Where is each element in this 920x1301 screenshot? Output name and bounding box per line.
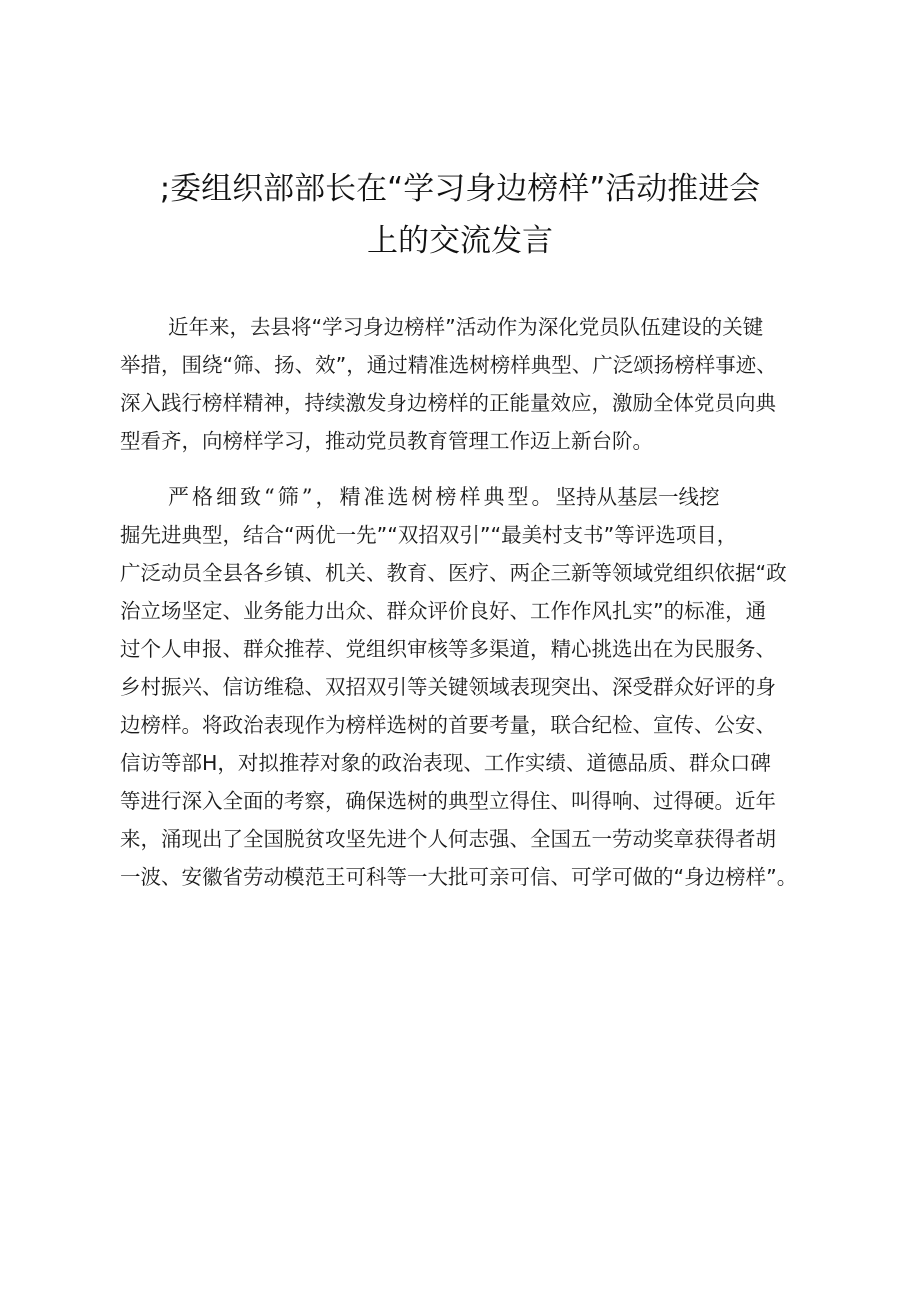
paragraph-2-line: 等进行深入全面的考察，确保选树的典型立得住、叫得响、过得硬。近年 <box>120 789 776 813</box>
paragraph-2-line: 广泛动员全县各乡镇、机关、教育、医疗、两企三新等领域党组织依据“政 <box>120 561 787 585</box>
paragraph-2-line: 来，涌现出了全国脱贫攻坚先进个人何志强、全国五一劳动奖章获得者胡 <box>120 827 776 851</box>
title-line-1: ;委组织部部长在“学习身边榜样”活动推进会 <box>159 171 761 207</box>
paragraph-2-line: 治立场坚定、业务能力出众、群众评价良好、工作作风扎实”的标准，通 <box>120 599 767 623</box>
paragraph-2-first-rest: 坚持从基层一线挖 <box>555 485 720 509</box>
paragraph-2 <box>120 478 820 896</box>
paragraph-1-line: 深入践行榜样精神，持续激发身边榜样的正能量效应，激励全体党员向典 <box>120 391 776 415</box>
title-line-2: 上的交流发言 <box>367 223 553 259</box>
paragraph-1 <box>120 308 820 460</box>
paragraph-2-line: 乡村振兴、信访维稳、双招双引等关键领域表现突出、深受群众好评的身 <box>120 675 776 699</box>
paragraph-2-line: 掘先进典型，结合“两优一先”“双招双引”“最美村支书”等评选项目， <box>120 523 738 547</box>
paragraph-1-line: 型看齐，向榜样学习，推动党员教育管理工作迈上新台阶。 <box>120 429 653 453</box>
paragraph-1-line: 近年来，去县将“学习身边榜样”活动作为深化党员队伍建设的关键 <box>168 315 764 339</box>
paragraph-1-line: 举措，围绕“筛、扬、效”，通过精准选树榜样典型、广泛颂扬榜样事迹、 <box>120 353 777 377</box>
paragraph-2-line: 边榜样。将政治表现作为榜样选树的首要考量，联合纪检、宣传、公安、 <box>120 713 776 737</box>
paragraph-2-line: 信访等部H，对拟推荐对象的政治表现、工作实绩、道德品质、群众口碑 <box>120 751 771 775</box>
paragraph-2-line: 一波、安徽省劳动模范王可科等一大批可亲可信、可学可做的“身边榜样”。 <box>120 865 798 889</box>
paragraph-2-line: 过个人申报、群众推荐、党组织审核等多渠道，精心挑选出在为民服务、 <box>120 637 776 661</box>
section-heading: 严格细致“筛”，精准选树榜样典型。 <box>168 485 556 509</box>
paragraph-2-first-line <box>120 478 820 516</box>
